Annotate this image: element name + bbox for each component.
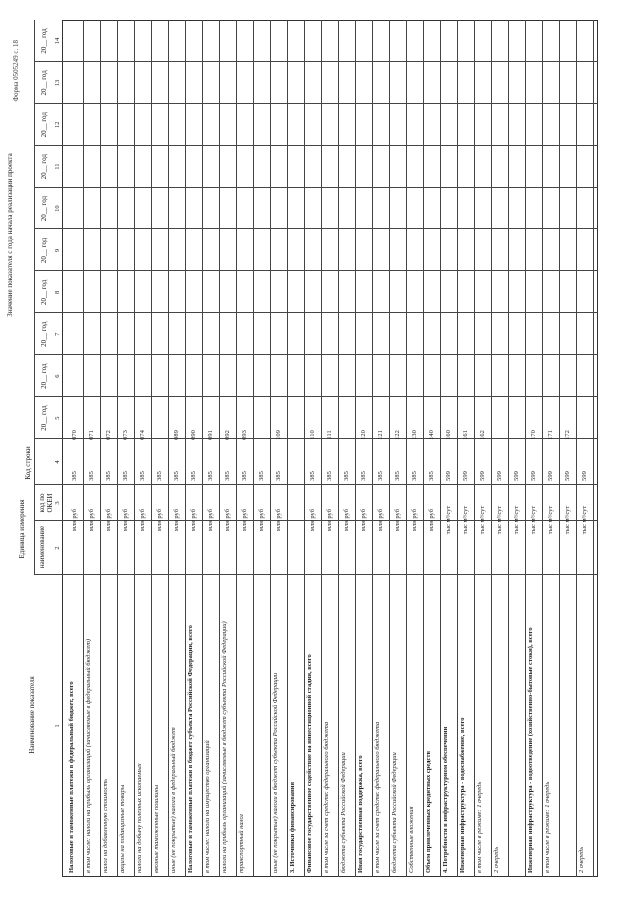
header-divider	[34, 354, 62, 355]
row-line-code: 090	[190, 430, 197, 440]
row-unit: тыс м³/сут	[496, 505, 503, 535]
row-line-code: 091	[207, 430, 214, 440]
row-unit: тыс м³/сут	[564, 505, 571, 535]
row-okei-code: 385	[241, 471, 248, 481]
row-unit: млн руб	[241, 508, 248, 532]
row-okei-code: 599	[513, 471, 520, 481]
table-row	[151, 20, 168, 877]
row-label: налог на добавленную стоимость	[102, 778, 109, 873]
table-row	[117, 20, 134, 877]
row-okei-code: 599	[564, 471, 571, 481]
column-number: 4	[54, 460, 61, 464]
header-divider	[34, 229, 62, 230]
row-label: Объем привлеченных кредитных средств	[425, 750, 432, 873]
table-row	[83, 20, 100, 877]
row-unit: тыс м³/сут	[547, 505, 554, 535]
table-row	[423, 20, 440, 877]
row-label: 4. Потребности в инфраструктурном обеспечении	[442, 726, 449, 873]
table-row	[66, 20, 83, 877]
table-row	[372, 20, 389, 877]
column-number: 9	[54, 248, 61, 253]
header-divider	[34, 396, 62, 397]
row-okei-code: 385	[343, 471, 350, 481]
row-unit: тыс м³/сут	[445, 505, 452, 535]
row-line-code: 070	[71, 430, 78, 440]
values-group-header: Значение показателя с года начала реализации проекта	[6, 153, 14, 317]
row-line-code: 071	[88, 430, 95, 440]
row-unit: млн руб	[190, 508, 197, 532]
row-okei-code: 599	[530, 471, 537, 481]
column-number: 3	[54, 501, 61, 505]
column-number: 5	[54, 416, 61, 420]
table-row	[525, 20, 542, 877]
row-okei-code: 385	[377, 471, 384, 481]
row-unit: млн руб	[173, 508, 180, 532]
row-divider	[593, 20, 594, 877]
row-label: Собственные вложения	[408, 806, 415, 873]
row-okei-code: 385	[411, 471, 418, 481]
row-label: иные (не покрытые) налоги в федеральный бюджет	[170, 727, 177, 873]
row-label: Налоговые и таможенные платежи в федеральный бюджет, всего	[68, 681, 75, 873]
header-divider	[34, 103, 62, 104]
row-okei-code: 385	[224, 471, 231, 481]
table-row	[542, 20, 559, 877]
year-header: 20__ год	[40, 237, 48, 264]
row-label: акцизы на подакцизные товары	[119, 784, 126, 873]
row-line-code: 092	[224, 430, 231, 440]
row-label: в том числе за счет средств: федерального бюджета	[323, 721, 330, 873]
row-unit: млн руб	[360, 508, 367, 532]
row-label: Финансовое государственное содействие на инвестиционной стадии, всего	[306, 654, 313, 873]
row-line-code: 072	[105, 430, 112, 440]
row-unit: млн руб	[122, 508, 129, 532]
row-unit: млн руб	[88, 508, 95, 532]
row-unit: тыс м³/сут	[462, 505, 469, 535]
unit-name-header: наименование	[38, 525, 46, 569]
row-label: в том числе за счет средств: федерального бюджета	[374, 721, 381, 873]
row-label: 2 очередь	[578, 846, 585, 873]
year-header: 20__ год	[40, 195, 48, 222]
row-line-code: 140	[428, 430, 435, 440]
table-row	[185, 20, 202, 877]
row-line-code: 130	[411, 430, 418, 440]
row-unit: млн руб	[224, 508, 231, 532]
row-label: бюджета субъекта Российской Федерации	[340, 752, 347, 873]
row-line-code: 170	[530, 430, 537, 440]
row-label: ввозные таможенные пошлины	[153, 785, 160, 873]
table-row	[321, 20, 338, 877]
header-divider	[34, 312, 62, 313]
table-row	[440, 20, 457, 877]
row-label: в том числе в режиме: 1 очередь	[476, 781, 483, 873]
row-label: 2 очередь	[493, 846, 500, 873]
row-unit: млн руб	[309, 508, 316, 532]
okei-code-header: код по ОКЕИ	[38, 493, 54, 513]
row-unit: млн руб	[207, 508, 214, 532]
row-unit: тыс м³/сут	[581, 505, 588, 535]
row-label: Инженерная инфраструктура - водоотведение (хозяйственно-бытовые стоки), всего	[527, 627, 534, 873]
table-row	[287, 20, 304, 877]
table-row	[304, 20, 321, 877]
row-unit: тыс м³/сут	[513, 505, 520, 535]
header-divider	[34, 520, 62, 521]
row-okei-code: 385	[139, 471, 146, 481]
row-line-code: 161	[462, 430, 469, 440]
row-label: иные (не покрытые) налоги в бюджет субъекта Российской Федерации	[272, 672, 279, 873]
row-line-code: 121	[377, 430, 384, 440]
column-number: 10	[54, 205, 61, 212]
row-label: в том числе в режиме: 1 очередь	[544, 781, 551, 873]
column-number: 13	[54, 79, 61, 87]
table-row	[219, 20, 236, 877]
row-line-code: 162	[479, 430, 486, 440]
row-label: 3. Источники финансирования	[289, 782, 296, 873]
column-number: 1	[54, 724, 61, 728]
table-row	[236, 20, 253, 877]
line-code-header: Код строки	[24, 446, 32, 480]
row-unit: млн руб	[428, 508, 435, 532]
table-row	[253, 20, 270, 877]
year-header: 20__ год	[40, 70, 48, 96]
row-line-code: 109	[275, 430, 282, 440]
row-okei-code: 385	[309, 471, 316, 481]
header-divider	[34, 270, 62, 271]
row-okei-code: 385	[258, 471, 265, 481]
header-rule	[34, 439, 35, 575]
row-unit: тыс м³/сут	[530, 505, 537, 535]
table-row	[508, 20, 525, 877]
row-okei-code: 385	[105, 471, 112, 481]
row-okei-code: 599	[496, 471, 503, 481]
row-okei-code: 599	[547, 471, 554, 481]
table-row	[338, 20, 355, 877]
year-header: 20__ год	[40, 112, 48, 138]
row-okei-code: 385	[88, 471, 95, 481]
header-divider	[34, 484, 62, 485]
column-number: 2	[54, 546, 61, 550]
table-row	[202, 20, 219, 877]
row-okei-code: 385	[156, 471, 163, 481]
header-divider	[34, 187, 62, 188]
year-header: 20__ год	[40, 154, 48, 180]
row-label: Инженерная инфраструктура - водоснабжение, всего	[459, 717, 466, 873]
row-unit: млн руб	[343, 508, 350, 532]
row-okei-code: 599	[462, 471, 469, 481]
table-row	[559, 20, 576, 877]
table-row	[270, 20, 287, 877]
row-label: транспортный налог	[238, 813, 245, 873]
row-okei-code: 385	[326, 471, 333, 481]
table-row	[491, 20, 508, 877]
column-number: 11	[54, 163, 61, 170]
table-row	[576, 20, 593, 877]
table-row	[168, 20, 185, 877]
table-row	[389, 20, 406, 877]
row-unit: млн руб	[71, 508, 78, 532]
row-label: Налоговые и таможенные платежи в бюджет субъекта Российской Федерации, всего	[187, 625, 194, 873]
row-label: в том числе: налоги на прибыль организаций (зачисляемые в федеральный бюджет)	[85, 638, 92, 873]
table-row	[134, 20, 151, 877]
column-number: 8	[54, 290, 61, 294]
column-number: 12	[54, 121, 61, 128]
year-header: 20__ год	[40, 363, 48, 389]
row-line-code: 074	[139, 430, 146, 440]
row-okei-code: 385	[71, 471, 78, 481]
row-line-code: 171	[547, 430, 554, 440]
row-line-code: 089	[173, 430, 180, 440]
row-unit: млн руб	[326, 508, 333, 532]
row-unit: млн руб	[105, 508, 112, 532]
row-line-code: 093	[241, 430, 248, 440]
table-row	[474, 20, 491, 877]
column-number: 7	[54, 332, 61, 336]
table-row	[355, 20, 372, 877]
row-line-code: 172	[564, 430, 571, 440]
row-line-code: 073	[122, 430, 129, 440]
row-line-code: 110	[309, 430, 316, 440]
row-okei-code: 385	[275, 471, 282, 481]
row-unit: млн руб	[156, 508, 163, 532]
row-okei-code: 599	[581, 471, 588, 481]
year-header: 20__ год	[40, 279, 48, 306]
row-okei-code: 385	[360, 471, 367, 481]
row-unit: тыс м³/сут	[479, 505, 486, 535]
header-divider	[34, 438, 62, 439]
row-line-code: 120	[360, 430, 367, 440]
row-okei-code: 385	[207, 471, 214, 481]
row-unit: млн руб	[394, 508, 401, 532]
row-unit: млн руб	[275, 508, 282, 532]
header-rule	[34, 20, 35, 439]
row-line-code: 160	[445, 430, 452, 440]
row-unit: млн руб	[139, 508, 146, 532]
column-number: 14	[54, 37, 61, 45]
row-line-code: 111	[326, 430, 333, 440]
column-number: 6	[54, 374, 61, 378]
indicator-name-header: Наименование показателя	[28, 676, 36, 754]
table-row	[100, 20, 117, 877]
row-okei-code: 385	[190, 471, 197, 481]
row-line-code: 122	[394, 430, 401, 440]
row-unit: млн руб	[411, 508, 418, 532]
row-okei-code: 385	[394, 471, 401, 481]
unit-group-header: Единица измерения	[18, 499, 26, 559]
row-okei-code: 385	[428, 471, 435, 481]
row-unit: млн руб	[377, 508, 384, 532]
row-label: в том числе: налоги на имущество организаций	[204, 740, 211, 873]
year-header: 20__ год	[40, 28, 48, 54]
year-header: 20__ год	[40, 321, 48, 347]
row-label: налоги на прибыль организаций (зачисляемые в бюджет субъекта Российской Федерации)	[221, 621, 228, 873]
row-okei-code: 599	[445, 471, 452, 481]
row-label: бюджета субъекта Российской Федерации	[391, 752, 398, 873]
row-okei-code: 599	[479, 471, 486, 481]
row-okei-code: 385	[173, 471, 180, 481]
table-row	[406, 20, 423, 877]
header-divider	[34, 61, 62, 62]
row-unit: млн руб	[258, 508, 265, 532]
header-divider	[34, 145, 62, 146]
form-code: Форма 0505249 с. 18	[12, 40, 20, 102]
table-row	[457, 20, 474, 877]
row-okei-code: 385	[122, 471, 129, 481]
row-label: налоги на добычу полезных ископаемых	[136, 763, 143, 873]
header-divider	[34, 574, 62, 575]
year-header: 20__ год	[40, 405, 48, 431]
row-label: Иная государственная поддержка, всего	[357, 755, 364, 873]
